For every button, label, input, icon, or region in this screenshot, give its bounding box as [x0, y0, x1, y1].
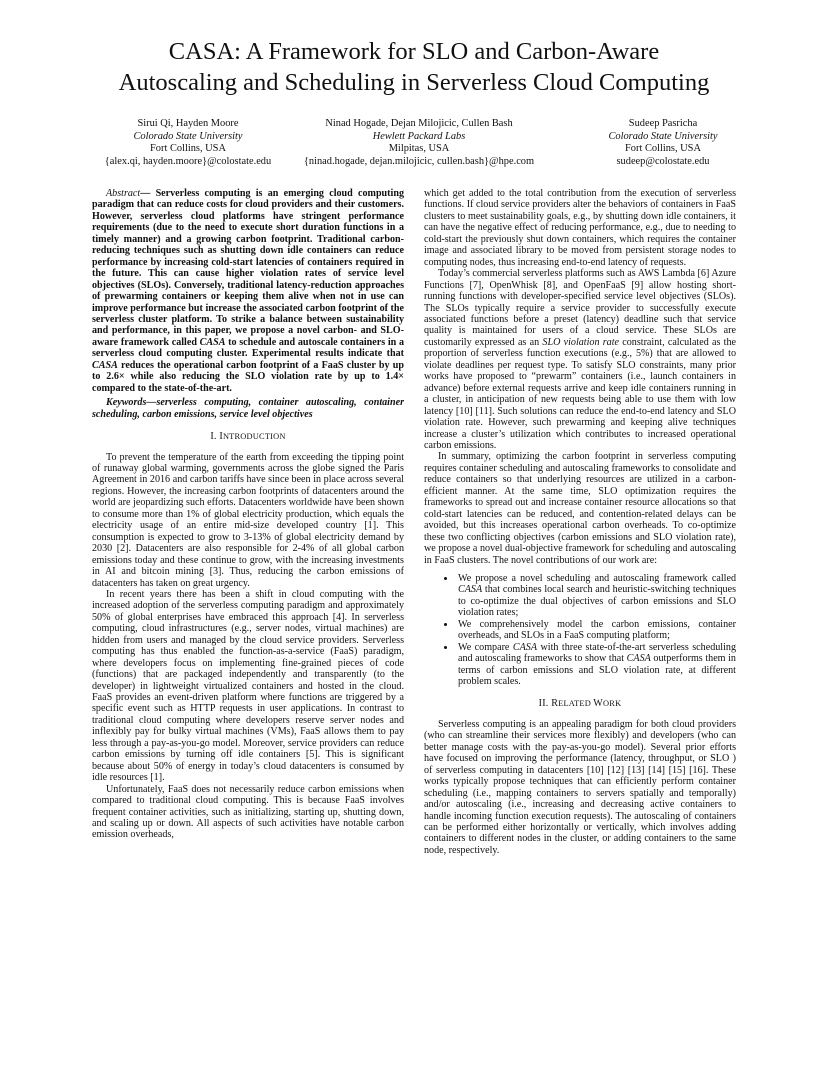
author-location: Fort Collins, USA [625, 143, 701, 155]
author-affiliation: Colorado State University [608, 130, 718, 142]
abstract-dash: — [140, 188, 156, 199]
author-names: Sudeep Pasricha [628, 118, 698, 129]
intro-paragraph-3: Unfortunately, FaaS does not necessarily reduce carbon emissions when compared to traditional cloud computing. This is because FaaS involves frequent container activities, such as initializing, starting up, shutting down, and scaling up or down. All aspects of such activities have notable carbon emission overheads, [92, 783, 404, 841]
author-affiliation: Hewlett Packard Labs [372, 130, 466, 142]
author-names: Sirui Qi, Hayden Moore [137, 118, 239, 129]
author-email: {ninad.hogade, dejan.milojicic, cullen.bash}@hpe.com [303, 155, 535, 167]
title-line-2: Autoscaling and Scheduling in Serverless Cloud Computing [118, 69, 710, 96]
intro-paragraph-4: which get added to the total contribution from the execution of serverless functions. If cloud service providers alter the behaviors of containers in FaaS clusters to meet sustainability goals, e.g., by shutting down idle containers, it can have the negative effect of reducing performance, e.g., due to needing to cold-start the previously shut down containers, which requires the container image and associated library to be moved from persistent storage nodes to computing nodes, thus increasing end-to-end latency of requests. [424, 188, 736, 268]
author-group-3 [578, 118, 748, 168]
abstract-casa-2: CASA [92, 359, 118, 371]
author-email: {alex.qi, hayden.moore}@colostate.edu [104, 155, 272, 167]
contributions-list [424, 573, 736, 688]
author-email: sudeep@colostate.edu [616, 155, 710, 167]
paper-title [0, 36, 828, 98]
abstract-label: Abstract [106, 188, 141, 199]
list-item: • We comprehensively model the carbon emissions, container overheads, and SLOs in a FaaS computing platform; [456, 619, 736, 642]
related-work-paragraph: Serverless computing is an appealing paradigm for both cloud providers (who can streamline their services more flexibly) and developers (who can better manage costs with the pay-as-you-go model). Several prior efforts have focused on improving the performance (latency, throughput, or SLO ) of serverless computing in datacenters [10] [12] [13] [14] [15] [16]. These works typically propose techniques that can efficiently perform container scheduling (i.e., mapping containers to servers spatially and temporally) and/or autoscaling (i.e., increasing and decreasing active containers to handle incoming function execution requests). The autoscaling of containers can be performed either horizontally or vertically, which involves adding containers to different nodes in the cluster, or adding containers to the same node, respectively. [424, 718, 736, 856]
intro-paragraph-1: To prevent the temperature of the earth from exceeding the tipping point of runaway global warming, governments across the globe signed the Paris Agreement in 2016 and carbon tariffs have since been in place across several regions. However, the increasing carbon footprints of datacenters around the world are jeopardizing such efforts. Datacenters worldwide have been shown to consume more than 1% of global electricity production, which equals the electricity usage of an entire mid-size developed country [1]. This consumption is expected to grow to 3-13% of global electricity demand by 2030 [2]. Datacenters are also responsible for 2-4% of all global carbon emissions today and these continue to grow, with the increasing investments in AI and bitcoin mining [3]. Thus, reducing the carbon emissions of datacenters has taken on great urgency. [92, 451, 404, 589]
left-column [92, 188, 404, 841]
intro-paragraph-5: Today’s commercial serverless platforms such as AWS Lambda [6] Azure Functions [7], OpenWhisk [8], and OpenFaaS [9] allow hosting short-running functions with developer-specified service level objectives (SLOs). The SLOs typically require a service provider to successfully execute associated functions before a preset (latency) deadline such that service quality is maintained for users of a cloud service. These SLOs are customarily expressed as an SLO violation rate constraint, calculated as the proportion of serverless function executions (e.g., 5%) that are allowed to violate deadlines per request type. To satisfy SLO constraints, many prior works have proposed to “prewarm” containers (i.e., launch containers in advance) before external requests arrive and keep idle containers running in a cluster, in anticipation of new requests being able to use them with low latency [10] [11]. Such solutions can reduce the end-to-end latency and SLO violation rate. However, such prewarming and keeping alive techniques increase a cluster’s utilization which contributes to increased operational carbon emissions. [424, 268, 736, 451]
author-group-1 [88, 118, 288, 168]
slo-violation-rate-term: SLO violation rate [542, 336, 620, 348]
intro-paragraph-2: In recent years there has been a shift in cloud computing with the increased adoption of the serverless computing paradigm and approximately 50% of global enterprises have embraced this approach [4]. In serverless computing, cloud infrastructures (e.g., server nodes, virtual machines) are hidden from users and managed by the cloud service providers. Serverless computing has thus enabled the function-as-a-service (FaaS) paradigm, where developers focus on implementing fine-grained pieces of code (functions) that are packaged independently and transparently (to the developer) in lightweight virtualized containers and hosted in the cloud. FaaS provides an event-driven platform where functions are triggered by a specific event such as HTTP requests in user applications. In contrast to traditional cloud computing where developers reserve server nodes and inflexibly pay for bulky virtual machines (VMs), FaaS allows them to pay less through a pay-as-you-go model. Moreover, service providers can reduce carbon emissions by turning off idle containers [5]. This is significant because about 50% of energy in today’s cloud datacenters is consumed by idle resources [1]. [92, 588, 404, 784]
right-column [424, 188, 736, 856]
abstract-text-2: to schedule and autoscale containers in a serverless cloud computing cluster. Experimental results indicate that [92, 336, 404, 360]
abstract-text: Serverless computing is an emerging cloud computing paradigm that can reduce costs for cloud providers and their customers. However, serverless cloud platforms have stringent performance requirements (due to the need to execute short duration functions in a timely manner) and a growing carbon footprint. Traditional carbon-reducing techniques such as shutting down idle containers can reduce performance by increasing cold-start latencies of containers required in the future. This can cause higher violation rates of service level objectives (SLOs). Conversely, traditional latency-reduction approaches of prewarming containers or keeping them alive when not in use can improve performance but increase the associated carbon footprint of the serverless cluster platform. To strike a balance between sustainability and performance, in this paper, we propose a novel carbon- and SLO-aware framework called [92, 188, 404, 348]
author-group-2 [298, 118, 540, 168]
intro-paragraph-6: In summary, optimizing the carbon footprint in serverless computing requires container scheduling and autoscaling frameworks to consolidate and reduce containers so that underlying resources are utilized in a carbon-efficient manner. At the same time, SLO optimization requires the frameworks to spread out and increase container resource allocations so that cold-start latencies can be reduced, and contention-related delays can be avoided, but this increases operational carbon overheads. To co-optimize these two conflicting objectives (carbon emissions and SLO violation rate), we propose a novel dual-objective framework for scheduling and autoscaling in FaaS clusters. The novel contributions of our work are: [424, 451, 736, 566]
section-heading-introduction: I. INTRODUCTION [210, 431, 286, 443]
author-block [0, 118, 828, 178]
abstract-casa: CASA [199, 336, 226, 348]
abstract [92, 188, 404, 394]
abstract-text-3: reduces the operational carbon footprint of a FaaS cluster by up to 2.6× while also reducing the SLO violation rate by up to 1.4× compared to the state-of-the-art. [92, 359, 404, 394]
author-location: Milpitas, USA [388, 143, 450, 155]
author-affiliation: Colorado State University [133, 130, 243, 142]
keywords: Keywords—serverless computing, container autoscaling, container scheduling, carbon emissions, service level objectives [92, 397, 404, 420]
author-location: Fort Collins, USA [150, 143, 226, 155]
author-names: Ninad Hogade, Dejan Milojicic, Cullen Bash [325, 118, 513, 129]
list-item: • We propose a novel scheduling and autoscaling framework called CASA that combines local search and heuristic-switching techniques to co-optimize the dual objectives of carbon emissions and SLO violation rates; [456, 573, 736, 619]
title-line-1: CASA: A Framework for SLO and Carbon-Aware [168, 38, 660, 65]
section-heading-related-work: II. RELATED WORK [538, 698, 622, 710]
list-item: • We compare CASA with three state-of-the-art serverless scheduling and autoscaling frameworks to show that CASA outperforms them in terms of carbon emissions and SLO violation rate, at different problem scales. [456, 642, 736, 688]
